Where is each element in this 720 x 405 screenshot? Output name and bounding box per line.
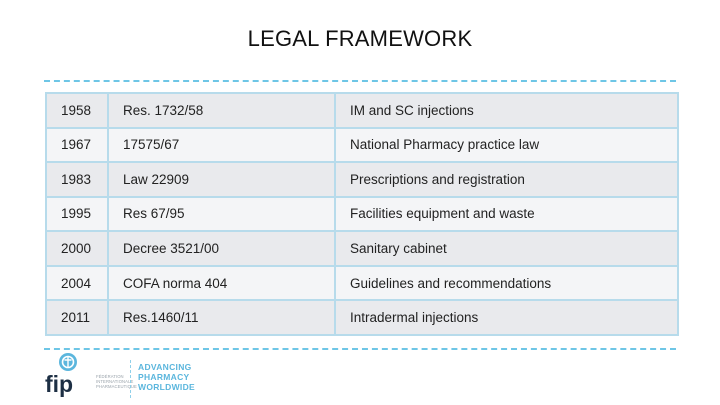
year-cell: 2004: [46, 266, 108, 301]
tagline-line: ADVANCING: [138, 362, 192, 372]
norm-cell: Res.1460/11: [108, 300, 335, 335]
year-cell: 2000: [46, 231, 108, 266]
norm-cell: Decree 3521/00: [108, 231, 335, 266]
subject-cell: Sanitary cabinet: [335, 231, 678, 266]
fip-logo: [44, 352, 90, 400]
bottom-divider: [44, 348, 676, 350]
table-row: [46, 128, 678, 163]
table-row: [46, 231, 678, 266]
subject-cell: IM and SC injections: [335, 93, 678, 128]
year-cell: 2011: [46, 300, 108, 335]
footer-branding: [44, 352, 244, 402]
norm-cell: Res 67/95: [108, 197, 335, 232]
subject-cell: Facilities equipment and waste: [335, 197, 678, 232]
norm-cell: COFA norma 404: [108, 266, 335, 301]
subject-cell: Prescriptions and registration: [335, 162, 678, 197]
year-cell: 1967: [46, 128, 108, 163]
table-row: [46, 266, 678, 301]
norm-cell: Res. 1732/58: [108, 93, 335, 128]
top-divider: [44, 80, 676, 82]
logo-separator: [130, 360, 132, 398]
fip-logo-wordmark: fip: [45, 371, 74, 397]
year-cell: 1958: [46, 93, 108, 128]
table-row: [46, 300, 678, 335]
subject-cell: Intradermal injections: [335, 300, 678, 335]
table-row: [46, 197, 678, 232]
year-cell: 1995: [46, 197, 108, 232]
table-row: [46, 162, 678, 197]
norm-cell: Law 22909: [108, 162, 335, 197]
subject-cell: Guidelines and recommendations: [335, 266, 678, 301]
year-cell: 1983: [46, 162, 108, 197]
fip-full-name: FÉDÉRATION INTERNATIONALE PHARMACEUTIQUE: [96, 374, 137, 389]
table-row: [46, 93, 678, 128]
norm-cell: 17575/67: [108, 128, 335, 163]
subject-cell: National Pharmacy practice law: [335, 128, 678, 163]
tagline-line: WORLDWIDE: [138, 382, 195, 392]
tagline-line: PHARMACY: [138, 372, 190, 382]
page-title: LEGAL FRAMEWORK: [247, 26, 473, 51]
legal-framework-table: [45, 92, 679, 336]
tagline: [138, 362, 195, 392]
